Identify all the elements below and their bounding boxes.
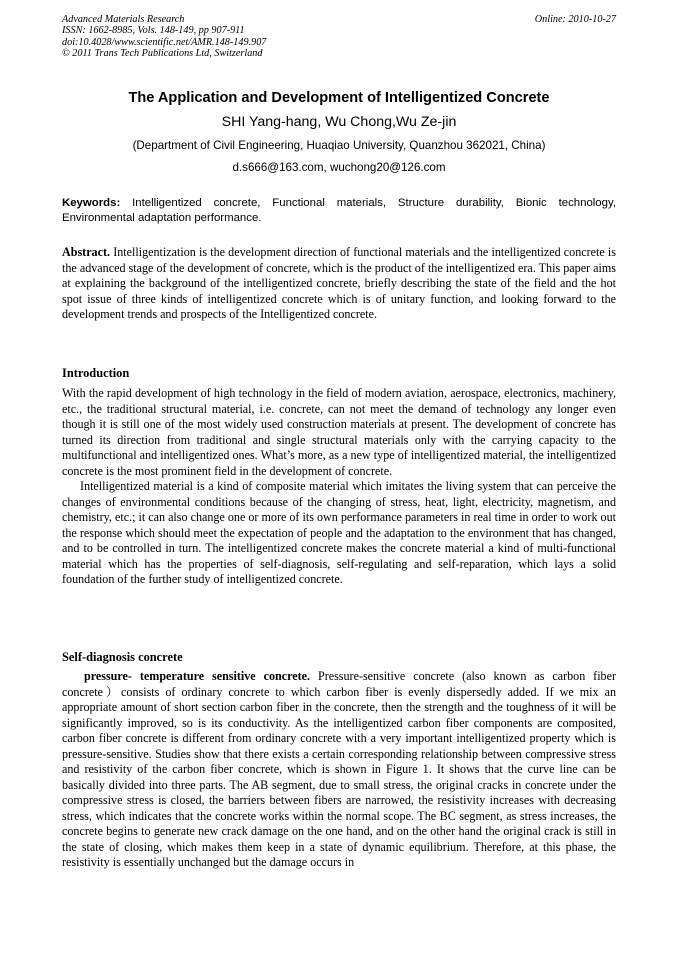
introduction-heading: Introduction	[62, 366, 130, 380]
abstract-text: Intelligentization is the development direction of functional materials and the intelligentized concrete is the advanced stage of the development of concrete, which is the product of the intelligentized era. This paper aims at explaining the background of the intelligentized concrete, briefly describing the state of the field and the hot spot issue of three kinds of intelligentized concrete which is of unitary function, and looking forward to the development trends and prospects of the Intelligentized concrete.	[62, 245, 616, 321]
paper-authors: SHI Yang-hang, Wu Chong,Wu Ze-jin	[221, 114, 457, 130]
affiliation: (Department of Civil Engineering, Huaqiao University, Quanzhou 362021, China)	[132, 139, 546, 152]
doi-line[interactable]: doi:10.4028/www.scientific.net/AMR.148-149.907	[62, 36, 267, 48]
abstract-label: Abstract.	[62, 245, 111, 259]
self-diagnosis-text: Pressure-sensitive concrete (also known as carbon fiber concrete）consists of ordinary concrete to which carbon fiber is evenly dispersedly added. If we mix an appropriate amount of short section carbon fiber in the concrete, then the strength and the toughness of it will be significantly improved, so is its conductivity. As the intelligentized carbon fiber components are composited, carbon fiber concrete is different from ordinary concrete with a very important intelligentized property which is pressure-sensitive. Studies show that there exists a certain corresponding relationship between compressive stress and resistivity of the carbon fiber concrete, which is shown in Figure 1. It shows that the curve line can be basically divided into three parts. The AB segment, due to small stress, the original cracks in concrete under the compressive stress is closed, the barriers between fibers are narrowed, the resistivity increases with decreasing stress, which indicates that the concrete works within the normal scope. The BC segment, as stress increases, the concrete begins to generate new crack damage on the one hand, and on the other hand the original crack is still in the state of closing, which makes them keep in a state of dynamic equilibrium. Therefore, at this phase, the resistivity is essentially unchanged but the damage occurs in	[62, 669, 616, 869]
keywords-label: Keywords:	[62, 197, 121, 209]
introduction-body	[62, 386, 616, 588]
paper-title: The Application and Development of Intelligentized Concrete	[128, 90, 550, 106]
self-diagnosis-heading: Self-diagnosis concrete	[62, 650, 183, 664]
journal-name: Advanced Materials Research	[62, 14, 185, 25]
abstract	[62, 245, 616, 323]
issn-line: ISSN: 1662-8985, Vols. 148-149, pp 907-911	[62, 25, 245, 37]
copyright-line: © 2011 Trans Tech Publications Ltd, Switzerland	[62, 48, 263, 60]
keywords	[62, 196, 616, 225]
self-diagnosis-subheading: pressure- temperature sensitive concrete.	[84, 669, 311, 683]
introduction-paragraph-1: With the rapid development of high technology in the field of modern aviation, aerospace, electronics, machinery, etc., the traditional structural material, i.e. concrete, can not meet the demand of technology any longer even though it is still one of the most widely used construction materials at present. The development of concrete has turned its direction from traditional and single structural materials only with the carrying capacity to the multifunctional and intelligentized ones. What’s more, as a new type of intelligentized material, the intelligentized concrete is the most prominent field in the development of concrete.	[62, 386, 616, 478]
self-diagnosis-body	[62, 669, 616, 871]
journal-header	[62, 14, 616, 60]
online-date: Online: 2010-10-27	[534, 14, 616, 25]
author-emails[interactable]: d.s666@163.com, wuchong20@126.com	[232, 161, 446, 174]
keywords-text: Intelligentized concrete, Functional materials, Structure durability, Bionic technology, Environmental adaptation performance.	[62, 197, 616, 224]
introduction-paragraph-2: Intelligentized material is a kind of composite material which imitates the living system that can perceive the changes of environmental conditions because of the changing of stress, heat, light, electricity, magnetism, and chemistry, etc.; it can also change one or more of its own performance parameters in real time in order to work out the response which should meet the expectation of people and the adaptation to the environment that has changed, and to be controlled in turn. The intelligentized concrete makes the concrete material a kind of multi-functional material which has the properties of self-diagnosis, self-regulating and self-reparation, which lays a solid foundation of the further study of intelligentized concrete.	[62, 479, 616, 586]
